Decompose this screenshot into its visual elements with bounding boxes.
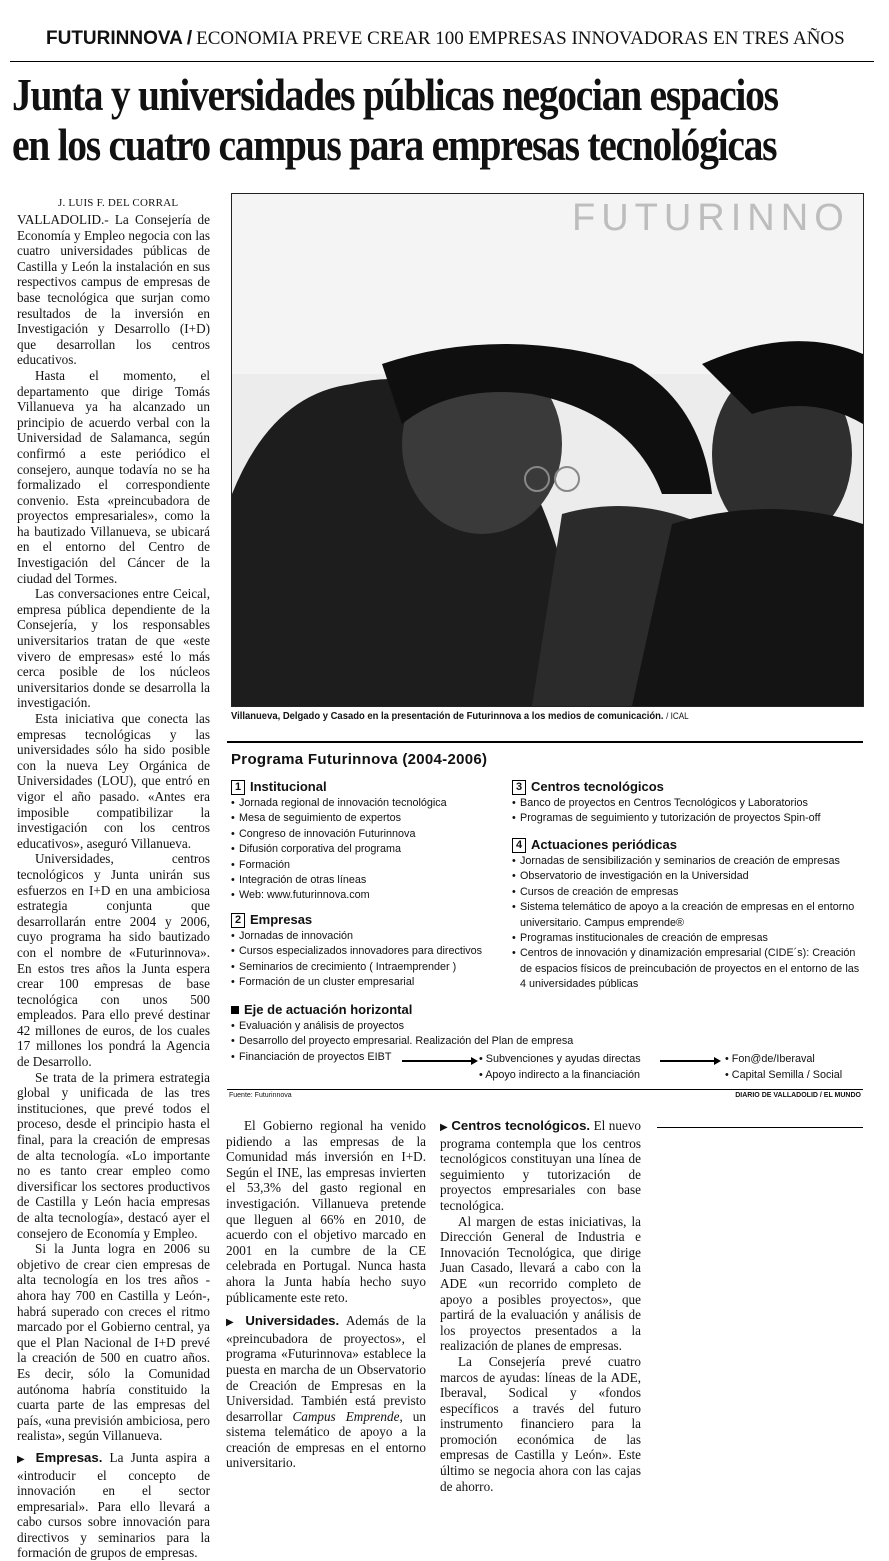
list-item: • Integración de otras líneas (231, 873, 501, 888)
photo-caption: Villanueva, Delgado y Casado en la presentación de Futurinnova a los medios de comunicación. / ICAL (231, 710, 689, 722)
article-paragraph: Esta iniciativa que conecta las empresas tecnológicas y las universidades sólo ha sido posible con la nueva Ley Orgánica de Universidades (LOU), que entró en vigor el año pasado. «Antes era imposible compatibilizar la investigación con los centros educativos», aseguró Villanueva. (17, 711, 210, 851)
list-item: • Banco de proyectos en Centros Tecnológicos y Laboratorios (512, 796, 862, 811)
infobox-source: Fuente: Futurinnova (229, 1092, 292, 1099)
list-item: • Seminarios de crecimiento ( Intraemprender ) (231, 960, 511, 975)
infobox-footer (227, 1089, 863, 1099)
group-title: Centros tecnológicos (531, 779, 664, 794)
photo-sign-text: FUTURINNO (572, 197, 850, 239)
flow-arrow-icon (402, 1060, 472, 1062)
headline-line-2: en los cuatro campus para empresas tecnológicas (12, 119, 777, 170)
list-item: • Programas de seguimiento y tutorización de proyectos Spin-off (512, 811, 862, 826)
list-item: • Web: www.futurinnova.com (231, 888, 501, 903)
list-item: • Jornadas de innovación (231, 929, 511, 944)
article-paragraph: Universidades, centros tecnológicos y Junta unirán sus esfuerzos en I+D en una ambiciosa estrategia conjunta que desarrollarán entre 2004 y 2006, cuyo programa ha sido bautizado con el nombre de «Futurinnova». En estos tres años la Junta espera crear 100 empresas de base tecnológica con unos 500 empleados. Para ello prevé destinar 42 millones de euros, de los cuales 17 millones los pondrá la Agencia de Desarrollo. (17, 851, 210, 1070)
flow-arrow-icon (660, 1060, 715, 1062)
list-item: • Programas institucionales de creación de empresas (512, 931, 862, 946)
program-group-actuaciones-periodicas (512, 836, 862, 993)
group-number: 2 (231, 913, 245, 928)
list-item: • Desarrollo del proyecto empresarial. Realización del Plan de empresa (231, 1034, 861, 1049)
list-item: • Centros de innovación y dinamización empresarial (CIDE´s): Creación de espacios físicos de preincubación de proyectos en el entorno de las 4 universidades públicas (512, 946, 862, 992)
article-paragraph: Hasta el momento, el departamento que dirige Tomás Villanueva ya ha alcanzado un principio de acuerdo verbal con la Universidad de Salamanca, según confirmó a este periódico el consejero, aunque todavía no se ha formalizado el correspondiente convenio. Esta «preincubadora de proyectos empresariales», como la ha bautizado Villanueva, se ubicará en el entorno del Centro de Investigación del Cáncer de la ciudad del Tormes. (17, 367, 210, 586)
photo (231, 193, 864, 707)
infobox-top-rule (227, 741, 863, 743)
photo-credit: / ICAL (666, 711, 689, 721)
group-title: Eje de actuación horizontal (244, 1002, 413, 1017)
list-item: • Observatorio de investigación en la Universidad (512, 869, 862, 884)
subhead-universidades: Universidades. (245, 1313, 340, 1329)
headline (12, 69, 778, 170)
article-paragraph: ▶ Centros tecnológicos. El nuevo programa contempla que los centros tecnológicos constituyan una línea de seguimiento y tutorización de proyectos empresariales con base tecnológica. (440, 1118, 642, 1213)
program-group-centros-tecnologicos (512, 778, 862, 827)
article-paragraph: VALLADOLID.- La Consejería de Economía y Empleo negocia con las cuatro universidades públicas de Castilla y León la instalación en sus respectivos campus de empresas de base tecnológica que surjan como resultados de la inversión en Investigación y Desarrollo (I+D) que desarrollan los centros educativos. (17, 212, 210, 368)
dateline: VALLADOLID.- (17, 212, 109, 227)
list-item: • Financiación de proyectos EIBT (231, 1050, 861, 1065)
section-name: FUTURINNOVA (46, 28, 183, 49)
section-header: FUTURINNOVA / ECONOMIA PREVE CREAR 100 EMPRESAS INNOVADORAS EN TRES AÑOS (0, 18, 889, 68)
list-item: • Mesa de seguimiento de expertos (231, 811, 501, 826)
program-infobox (227, 741, 863, 1103)
article-paragraph: Se trata de la primera estrategia global y unificada de las tres instituciones, que prevé todos el proceso, desde el principio hasta el final, para la creación de empresas de alta tecnología. «Lo importante no es tanto crear empleo como diversificar los sectores productivos de Castilla y León hacia empresas de alta tecnología», destacó ayer el consejero de Economía y Empleo. (17, 1069, 210, 1241)
group-title: Institucional (250, 779, 327, 794)
article-column-left (17, 212, 211, 1561)
group-number: 4 (512, 838, 526, 853)
article-paragraph: Al margen de estas iniciativas, la Dirección General de Industria e Innovación Tecnológica, que dirige Juan Casado, llevará a cabo con la ADE «un recorrido completo de apoyo a posibles proyectos», que partirá de la evaluación y análisis de los proyectos presentados a la realización de planes de empresas. (440, 1213, 641, 1354)
list-item: • Sistema telemático de apoyo a la creación de empresas en el entorno universitario. Campus emprende® (512, 900, 862, 931)
flow-mid-2: • Apoyo indirecto a la financiación (479, 1069, 641, 1081)
arrow-icon: ▶ (17, 1453, 29, 1465)
list-item: • Jornadas de sensibilización y seminarios de creación de empresas (512, 854, 862, 869)
list-item: • Cursos especializados innovadores para directivos (231, 944, 511, 959)
article-paragraph: Si la Junta logra en 2006 su objetivo de crear cien empresas de alta tecnología en los tres años -ahora hay 700 en Castilla y León-, habrá superado con creces el ritmo marcado por el Gobierno central, ya que el Plan Nacional de I+D prevé la creación de 500 en cuatro años. Es decir, sólo la Comunidad autónoma habría constituido la cuarta parte de las empresas del país, «una previsión ambiciosa, pero realista», según Villanueva. (17, 1241, 210, 1444)
arrow-icon: ▶ (440, 1122, 448, 1133)
group-title: Actuaciones periódicas (531, 837, 677, 852)
article-column-right (440, 1118, 642, 1494)
subhead-centros: Centros tecnológicos. (451, 1118, 591, 1133)
list-item: • Formación (231, 858, 501, 873)
list-item: • Cursos de creación de empresas (512, 885, 862, 900)
column-rule (657, 1127, 863, 1128)
program-title: Programa Futurinnova (2004-2006) (231, 751, 488, 768)
headline-line-1: Junta y universidades públicas negocian espacios (12, 69, 778, 120)
article-paragraph: ▶ Empresas. La Junta aspira a «introducir el concepto de innovación en el sector empresarial». Para ello llevará a cabo cursos sobre innovación para directivos y seminarios para la formación de grupos de empresas. (17, 1449, 211, 1561)
group-number: 3 (512, 780, 526, 795)
article-paragraph: Las conversaciones entre Ceical, empresa pública dependiente de la Consejería, y los responsables universitarios tratan de que «este vivero de empresas» esté lo más cerca posible de los núcleos universitarios donde se desarrolla la investigación. (17, 586, 210, 711)
photo-image (232, 194, 863, 706)
list-item: • Formación de un cluster empresarial (231, 975, 511, 990)
list-item: • Difusión corporativa del programa (231, 842, 501, 857)
article-paragraph: La Consejería prevé cuatro marcos de ayudas: líneas de la ADE, Iberaval, Sodical y «fondos específicos a través del futuro instrumento financiero para la promoción económica de las empresas de Castilla y León». Este último se negocia ahora con las cajas de ahorro. (440, 1353, 641, 1494)
flow-end-1: • Fon@de/Iberaval (725, 1053, 815, 1065)
article-column-middle (226, 1118, 426, 1471)
program-group-institucional (231, 778, 501, 904)
group-number: 1 (231, 780, 245, 795)
square-bullet-icon (231, 1006, 239, 1014)
list-item: • Congreso de innovación Futurinnova (231, 827, 501, 842)
article-paragraph: ▶ Universidades. Además de la «preincubadora de proyectos», el programa «Futurinnova» establece la puesta en marcha de un Observatorio de Creación de Empresas en la Universidad. También está previsto desarrollar Campus Emprende, un sistema telemático de apoyo a la creación de empresas en el entorno universitario. (226, 1313, 426, 1471)
program-group-empresas (231, 911, 511, 991)
byline: J. LUIS F. DEL CORRAL (58, 197, 179, 209)
subhead-empresas: Empresas. (35, 1449, 103, 1465)
infobox-publisher: DIARIO DE VALLADOLID / EL MUNDO (735, 1092, 861, 1099)
arrow-icon: ▶ (226, 1317, 238, 1329)
section-subtitle: ECONOMIA PREVE CREAR 100 EMPRESAS INNOVADORAS EN TRES AÑOS (196, 28, 845, 49)
list-item: • Evaluación y análisis de proyectos (231, 1019, 861, 1034)
flow-mid-1: • Subvenciones y ayudas directas (479, 1053, 641, 1065)
flow-end-2: • Capital Semilla / Social (725, 1069, 843, 1081)
group-title: Empresas (250, 912, 313, 927)
article-paragraph: El Gobierno regional ha venido pidiendo a las empresas de la Comunidad más inversión en I+D. Según el INE, las empresas invierten el 53,3% del gasto regional en investigación. Villanueva pretende que lleguen al 66% en 2010, de acuerdo con el objetivo marcado en 2001 en la cumbre de la CE celebrada en Portugal. Nunca hasta ahora la Junta había hecho suyo públicamente este reto. (226, 1118, 426, 1305)
section-rule (10, 61, 874, 62)
list-item: • Jornada regional de innovación tecnológica (231, 796, 501, 811)
